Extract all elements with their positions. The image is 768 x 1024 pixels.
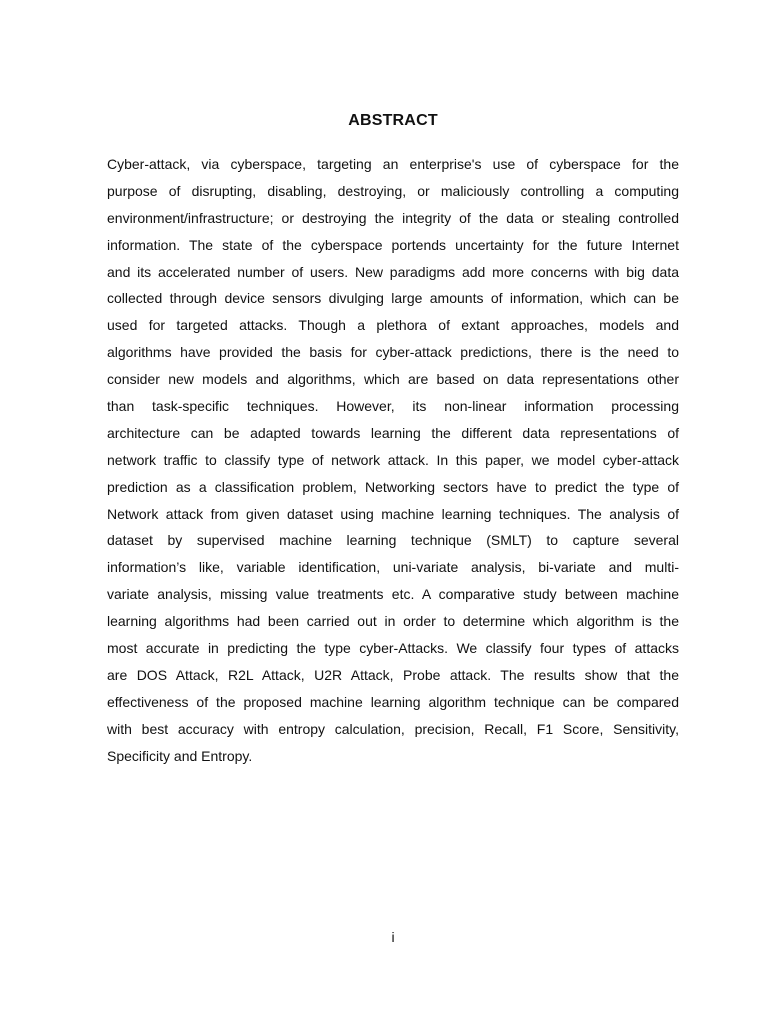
paragraph-line: most accurate in predicting the type cyber-Attacks. We classify four types of attacks [107,640,679,657]
paragraph-line: algorithms have provided the basis for cyber-attack predictions, there is the need to [107,344,679,361]
paragraph-line: variate analysis, missing value treatments etc. A comparative study between machine [107,586,679,603]
paragraph-line: than task-specific techniques. However, its non-linear information processing [107,398,679,415]
paragraph-line: and its accelerated number of users. New paradigms add more concerns with big data [107,263,679,280]
paragraph-line: dataset by supervised machine learning technique (SMLT) to capture several [107,532,679,549]
paragraph-line: effectiveness of the proposed machine learning algorithm technique can be compared [107,693,679,710]
paragraph-line: information’s like, variable identification, uni-variate analysis, bi-variate and multi- [107,559,679,576]
paragraph-line: Specificity and Entropy. [107,747,253,764]
page-number: i [391,929,395,945]
paragraph-line: learning algorithms had been carried out in order to determine which algorithm is the [107,613,679,630]
paragraph-line: Network attack from given dataset using machine learning techniques. The analysis of [107,505,679,522]
paragraph-line: Cyber-attack, via cyberspace, targeting an enterprise's use of cyberspace for the [107,156,679,172]
abstract-heading: ABSTRACT [348,112,438,129]
paragraph-line: network traffic to classify type of network attack. In this paper, we model cyber-attack [107,451,679,468]
abstract-paragraph [107,151,679,769]
paragraph-line: used for targeted attacks. Though a plethora of extant approaches, models and [107,317,679,334]
paragraph-line: with best accuracy with entropy calculation, precision, Recall, F1 Score, Sensitivity, [107,720,679,737]
paragraph-line: prediction as a classification problem, Networking sectors have to predict the type of [107,478,679,495]
paragraph-line: environment/infrastructure; or destroying the integrity of the data or stealing controlled [107,209,679,226]
paragraph-line: are DOS Attack, R2L Attack, U2R Attack, Probe attack. The results show that the [107,666,679,683]
paragraph-line: collected through device sensors divulging large amounts of information, which can be [107,290,679,307]
paragraph-line: information. The state of the cyberspace portends uncertainty for the future Internet [107,236,679,253]
paragraph-line: consider new models and algorithms, which are based on data representations other [107,371,679,388]
paragraph-line: purpose of disrupting, disabling, destroying, or maliciously controlling a computing [107,182,679,199]
paragraph-line: architecture can be adapted towards learning the different data representations of [107,424,679,441]
